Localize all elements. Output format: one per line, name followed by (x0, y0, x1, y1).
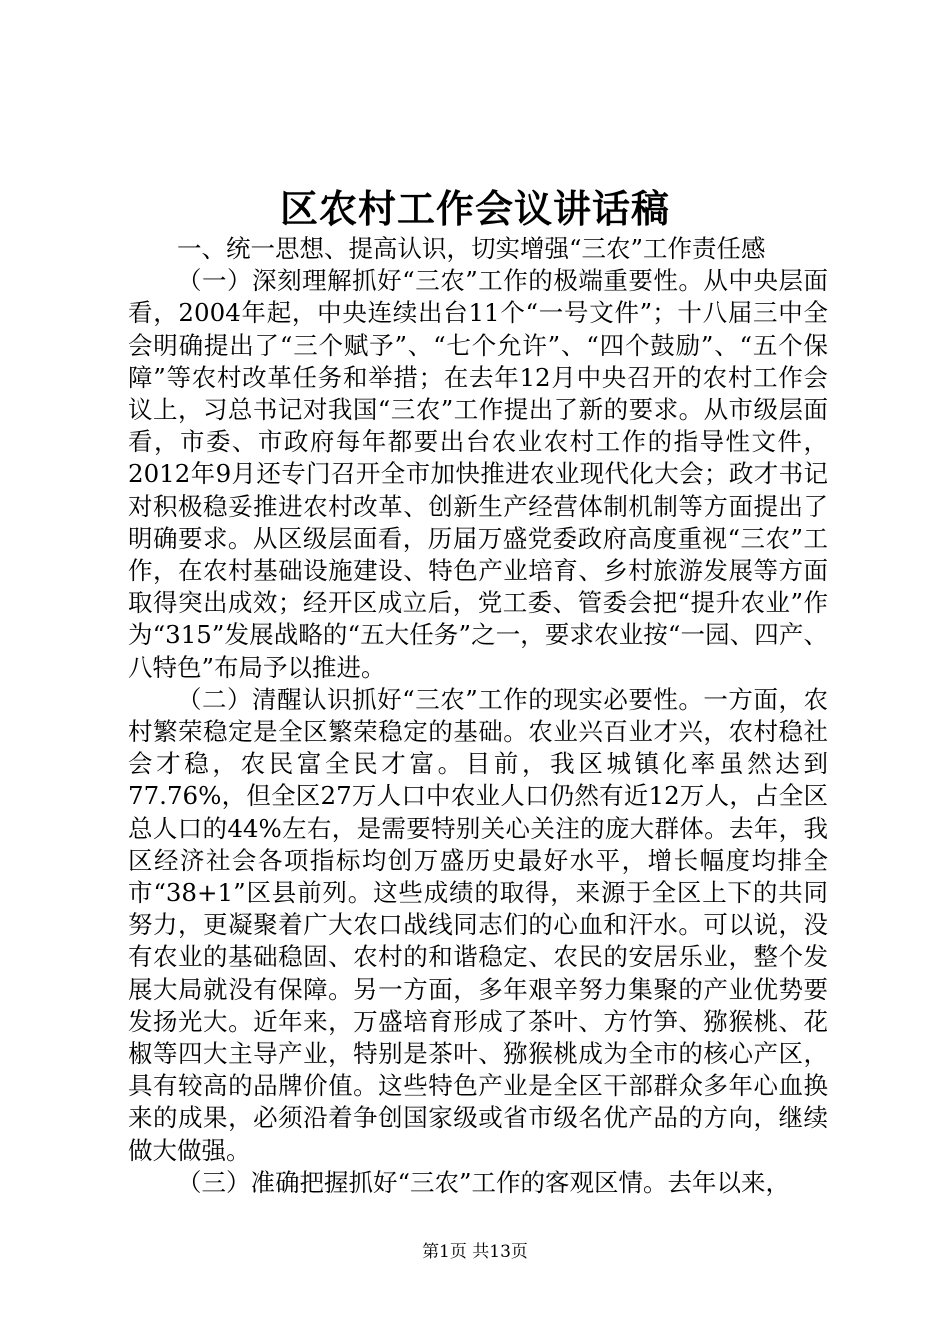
document-title: 区农村工作会议讲话稿 (279, 186, 670, 231)
paragraph-3: （三）准确把握抓好“三农”工作的客观区情。去年以来， (177, 1167, 791, 1197)
section-heading: 一、统一思想、提高认识，切实增强“三农”工作责任感 (177, 234, 766, 263)
document-body (128, 233, 828, 1199)
paragraph-1: （一）深刻理解抓好“三农”工作的极端重要性。从中央层面看，2004年起，中央连续出台11个“一号文件”；十八届三中全会明确提出了“三个赋予”、“七个允许”、“四个鼓励”、“五个保障”等农村改革任务和举措；在去年12月中央召开的农村工作会议上，习总书记对我国“三农”工作提出了新的要求。从市级层面看，市委、市政府每年都要出台农业农村工作的指导性文件，2012年9月还专门召开全市加快推进农业现代化大会；政才书记对积极稳妥推进农村改革、创新生产经营体制机制等方面提出了明确要求。从区级层面看，历届万盛党委政府高度重视“三农”工作，在农村基础设施建设、特色产业培育、乡村旅游发展等方面取得突出成效；经开区成立后，党工委、管委会把“提升农业”作为“315”发展战略的“五大任务”之一，要求农业按“一园、四产、八特色”布局予以推进。 (128, 266, 828, 682)
paragraph-2: （二）清醒认识抓好“三农”工作的现实必要性。一方面，农村繁荣稳定是全区繁荣稳定的基础。农业兴百业才兴，农村稳社会才稳，农民富全民才富。目前，我区城镇化率虽然达到77.76%，但全区27万人口中农业人口仍然有近12万人，占全区总人口的44%左右，是需要特别关心关注的庞大群体。去年，我区经济社会各项指标均创万盛历史最好水平，增长幅度均排全市“38+1”区县前列。这些成绩的取得，来源于全区上下的共同努力，更凝聚着广大农口战线同志们的心血和汗水。可以说，没有农业的基础稳固、农村的和谐稳定、农民的安居乐业，整个发展大局就没有保障。另一方面，多年艰辛努力集聚的产业优势要发扬光大。近年来，万盛培育形成了茶叶、方竹笋、猕猴桃、花椒等四大主导产业，特别是茶叶、猕猴桃成为全市的核心产区，具有较高的品牌价值。这些特色产业是全区干部群众多年心血换来的成果，必须沿着争创国家级或省市级名优产品的方向，继续做大做强。 (128, 684, 828, 1165)
page-footer: 第1页 共13页 (422, 1242, 528, 1262)
